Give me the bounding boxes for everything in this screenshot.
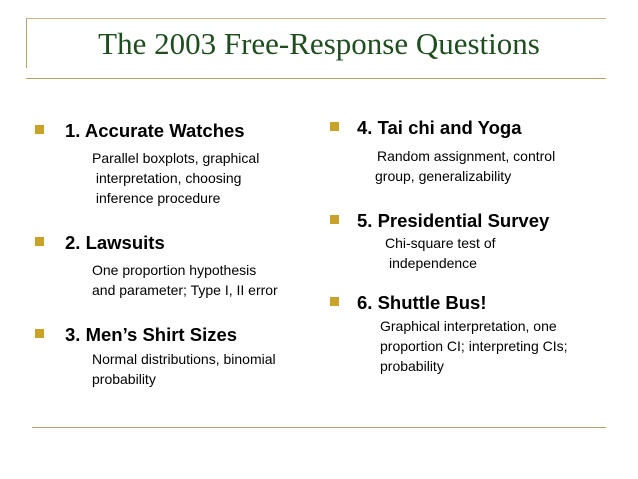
square-bullet-icon: [330, 297, 339, 306]
question-heading: 2. Lawsuits: [65, 232, 165, 253]
question-detail: [385, 233, 496, 273]
square-bullet-icon: [330, 215, 339, 224]
detail-line: interpretation, choosing: [92, 170, 242, 186]
detail-line: Graphical interpretation, one: [380, 318, 557, 334]
question-heading: 5. Presidential Survey: [357, 210, 550, 231]
detail-line: group, generalizability: [375, 168, 512, 184]
question-heading: 3. Men’s Shirt Sizes: [65, 324, 238, 345]
detail-line: probability: [380, 358, 444, 374]
title-top-rule: [26, 18, 606, 19]
detail-line: proportion CI; interpreting CIs;: [380, 338, 568, 354]
detail-line: independence: [389, 255, 477, 271]
slide-title: The 2003 Free-Response Questions: [98, 26, 540, 61]
question-heading: 1. Accurate Watches: [65, 120, 245, 141]
square-bullet-icon: [35, 125, 44, 134]
detail-line: Normal distributions, binomial: [92, 351, 276, 367]
question-detail: [92, 349, 276, 389]
question-detail: [92, 260, 278, 300]
question-detail: [92, 148, 259, 208]
square-bullet-icon: [330, 122, 339, 131]
question-detail: [380, 316, 568, 376]
detail-line: Chi-square test of: [385, 235, 496, 251]
title-divider: [26, 78, 606, 79]
square-bullet-icon: [35, 237, 44, 246]
detail-line: One proportion hypothesis: [92, 262, 257, 278]
square-bullet-icon: [35, 329, 44, 338]
detail-line: inference procedure: [92, 190, 221, 206]
question-heading: 6. Shuttle Bus!: [357, 292, 487, 313]
detail-line: and parameter; Type I, II error: [92, 282, 278, 298]
question-heading: 4. Tai chi and Yoga: [357, 117, 522, 138]
detail-line: Random assignment, control: [377, 148, 556, 164]
footer-rule: [32, 427, 606, 428]
detail-line: probability: [92, 371, 156, 387]
question-detail: [377, 146, 555, 186]
detail-line: Parallel boxplots, graphical: [92, 150, 260, 166]
